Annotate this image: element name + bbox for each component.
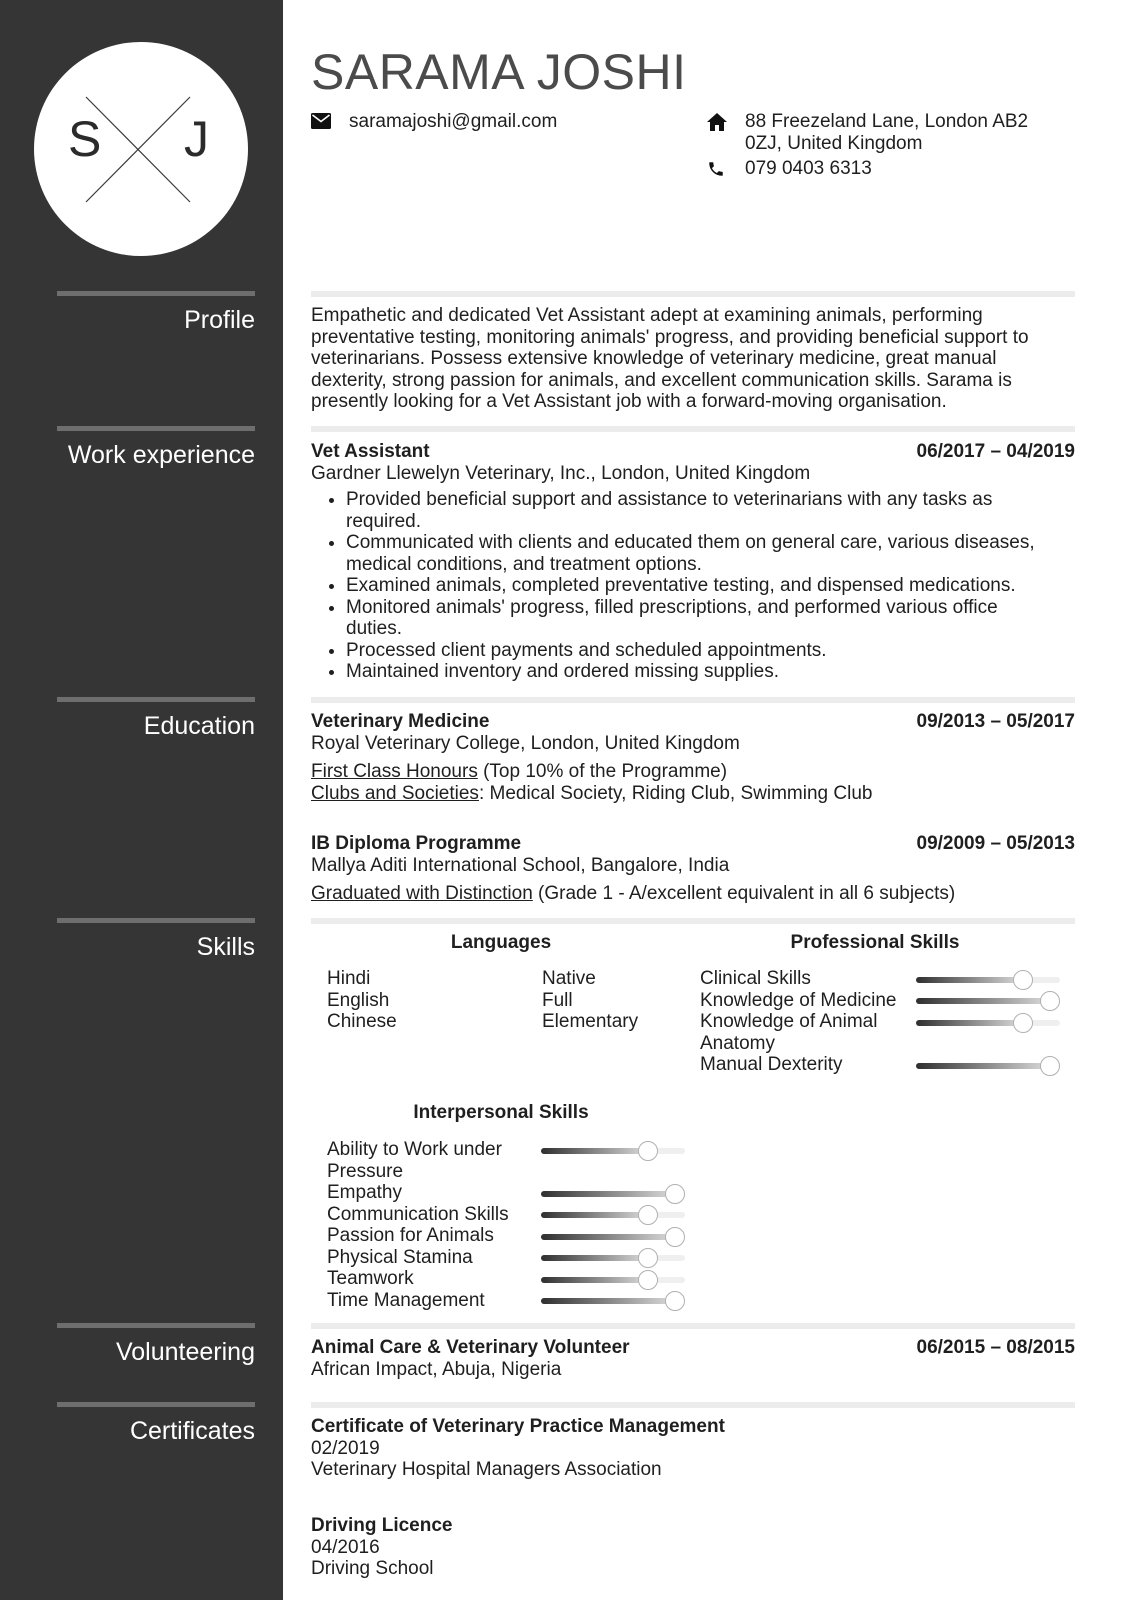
skill-name: Time Management — [327, 1289, 485, 1311]
list-item: • Examined animals, completed preventative testing, and dispensed medications. — [346, 575, 1075, 597]
skill-rating-bar — [541, 1212, 685, 1218]
skill-rating-bar — [916, 998, 1060, 1004]
skill-rating-bar — [541, 1234, 685, 1240]
list-item: • Monitored animals' progress, filled prescriptions, and performed various office duties. — [346, 597, 1075, 640]
monogram-initial-second: J — [184, 111, 209, 167]
profile-line: dexterity, strong passion for animals, and excellent communication skills. Sarama is — [311, 369, 1012, 391]
profile-line: presently looking for a Vet Assistant job with a forward-moving organisation. — [311, 391, 947, 412]
skill-rating-bar — [916, 1020, 1060, 1026]
skill-rating-bar — [541, 1148, 685, 1154]
monogram-initial-first: S — [68, 111, 102, 167]
certificate-issuer: Veterinary Hospital Managers Association — [311, 1459, 662, 1480]
contact-phone[interactable] — [707, 158, 1007, 182]
address-line-2: 0ZJ, United Kingdom — [745, 133, 923, 154]
job-title: Vet Assistant — [311, 441, 430, 462]
sidebar — [0, 0, 283, 1600]
section-heading-education: Education — [57, 697, 255, 741]
profile-line: veterinarians. Possess extensive knowledge of veterinary medicine, great manual — [311, 348, 997, 369]
language-level: Elementary — [542, 1011, 639, 1032]
skill-name: Manual Dexterity — [700, 1054, 843, 1075]
skill-rating-bar — [541, 1191, 685, 1197]
section-heading-volunteering: Volunteering — [57, 1323, 255, 1367]
skill-rating-knob — [638, 1248, 658, 1268]
skill-rating-bar — [541, 1277, 685, 1283]
languages-heading: Languages — [450, 932, 552, 953]
list-item: • Provided beneficial support and assistance to veterinarians with any tasks as required. — [346, 489, 1075, 532]
skill-name: Ability to Work under Pressure — [327, 1139, 502, 1182]
skill-name: Physical Stamina — [327, 1246, 473, 1268]
profile-line: preventative testing, monitoring animals' progress, and providing beneficial support to — [311, 326, 1029, 348]
education-detail: Graduated with Distinction (Grade 1 - A/excellent equivalent in all 6 subjects) — [311, 883, 956, 904]
interpersonal-skills-heading: Interpersonal Skills — [413, 1102, 589, 1123]
certificate-issuer: Driving School — [311, 1558, 434, 1579]
volunteer-organisation: African Impact, Abuja, Nigeria — [311, 1358, 562, 1380]
language-name: Chinese — [327, 1011, 397, 1032]
skill-rating-knob — [665, 1291, 685, 1311]
profile-line: Empathetic and dedicated Vet Assistant adept at examining animals, performing — [311, 305, 983, 326]
skill-rating-knob — [665, 1227, 685, 1247]
section-divider — [311, 1323, 1075, 1329]
language-name: Hindi — [327, 968, 371, 989]
envelope-icon — [311, 113, 331, 135]
school-name: Mallya Aditi International School, Bangalore, India — [311, 854, 730, 876]
list-item: • Maintained inventory and ordered missing supplies. — [346, 661, 1075, 683]
section-divider — [311, 918, 1075, 924]
degree-dates: 09/2013 – 05/2017 — [916, 711, 1075, 732]
skill-name: Empathy — [327, 1182, 402, 1203]
language-level: Full — [542, 989, 573, 1011]
profile-summary — [311, 305, 1075, 413]
skill-rating-bar — [541, 1255, 685, 1261]
language-level: Native — [542, 968, 596, 989]
section-divider — [311, 291, 1075, 297]
skill-rating-knob — [1013, 970, 1033, 990]
skill-rating-knob — [638, 1270, 658, 1290]
skill-rating-knob — [638, 1141, 658, 1161]
professional-skills-heading: Professional Skills — [790, 932, 960, 953]
contact-email[interactable] — [311, 111, 671, 135]
section-divider — [311, 1402, 1075, 1408]
skill-name: Communication Skills — [327, 1203, 509, 1225]
education-detail: First Class Honours (Top 10% of the Programme) — [311, 761, 728, 782]
monogram-logo — [34, 42, 248, 256]
section-divider — [311, 426, 1075, 432]
skill-rating-bar — [541, 1298, 685, 1304]
home-icon — [707, 113, 727, 137]
skill-rating-knob — [1040, 1056, 1060, 1076]
certificate-date: 02/2019 — [311, 1437, 380, 1459]
skill-rating-knob — [638, 1205, 658, 1225]
list-item: • Processed client payments and scheduled appointments. — [346, 640, 1075, 662]
certificate-title: Certificate of Veterinary Practice Management — [311, 1416, 725, 1437]
skill-rating-knob — [1013, 1013, 1033, 1033]
certificate-entry — [311, 1515, 1075, 1580]
skill-name: Passion for Animals — [327, 1225, 494, 1246]
contact-address — [707, 111, 1087, 157]
volunteering-entry — [311, 1337, 1075, 1380]
job-dates: 06/2017 – 04/2019 — [916, 441, 1075, 462]
skill-name: Teamwork — [327, 1268, 414, 1289]
education-entry — [311, 833, 1075, 905]
skill-rating-bar — [916, 1063, 1060, 1069]
volunteer-title: Animal Care & Veterinary Volunteer — [311, 1337, 630, 1358]
candidate-name: SARAMA JOSHI — [311, 44, 687, 100]
skill-name: Knowledge of Animal Anatomy — [700, 1011, 878, 1054]
phone-text: 079 0403 6313 — [745, 158, 872, 179]
certificate-entry — [311, 1416, 1075, 1481]
skill-rating-knob — [665, 1184, 685, 1204]
language-name: English — [327, 989, 390, 1011]
skill-name: Knowledge of Medicine — [700, 989, 897, 1011]
employer: Gardner Llewelyn Veterinary, Inc., London, United Kingdom — [311, 462, 811, 484]
section-heading-skills: Skills — [57, 918, 255, 962]
list-item: • Communicated with clients and educated them on general care, various diseases, medical conditions, and treatment options. — [346, 532, 1075, 575]
section-heading-profile: Profile — [57, 291, 255, 335]
address-line-1: 88 Freezeland Lane, London AB2 — [745, 111, 1029, 132]
email-text: saramajoshi@gmail.com — [349, 111, 558, 132]
degree-title: Veterinary Medicine — [311, 711, 490, 732]
skill-rating-bar — [916, 977, 1060, 983]
section-heading-certificates: Certificates — [57, 1402, 255, 1446]
skill-name: Clinical Skills — [700, 968, 811, 989]
monogram-cross-lines — [34, 42, 248, 256]
section-heading-work: Work experience — [57, 426, 255, 470]
volunteer-dates: 06/2015 – 08/2015 — [916, 1337, 1075, 1358]
certificate-date: 04/2016 — [311, 1536, 380, 1558]
section-divider — [311, 697, 1075, 703]
work-entry — [311, 441, 1075, 683]
degree-title: IB Diploma Programme — [311, 833, 522, 854]
certificate-title: Driving Licence — [311, 1515, 453, 1536]
job-duties-list — [311, 489, 1075, 683]
school-name: Royal Veterinary College, London, United Kingdom — [311, 732, 740, 754]
degree-dates: 09/2009 – 05/2013 — [916, 833, 1075, 854]
education-detail: Clubs and Societies: Medical Society, Riding Club, Swimming Club — [311, 782, 873, 804]
education-entry — [311, 711, 1075, 804]
phone-icon — [707, 160, 725, 184]
skill-rating-knob — [1040, 991, 1060, 1011]
